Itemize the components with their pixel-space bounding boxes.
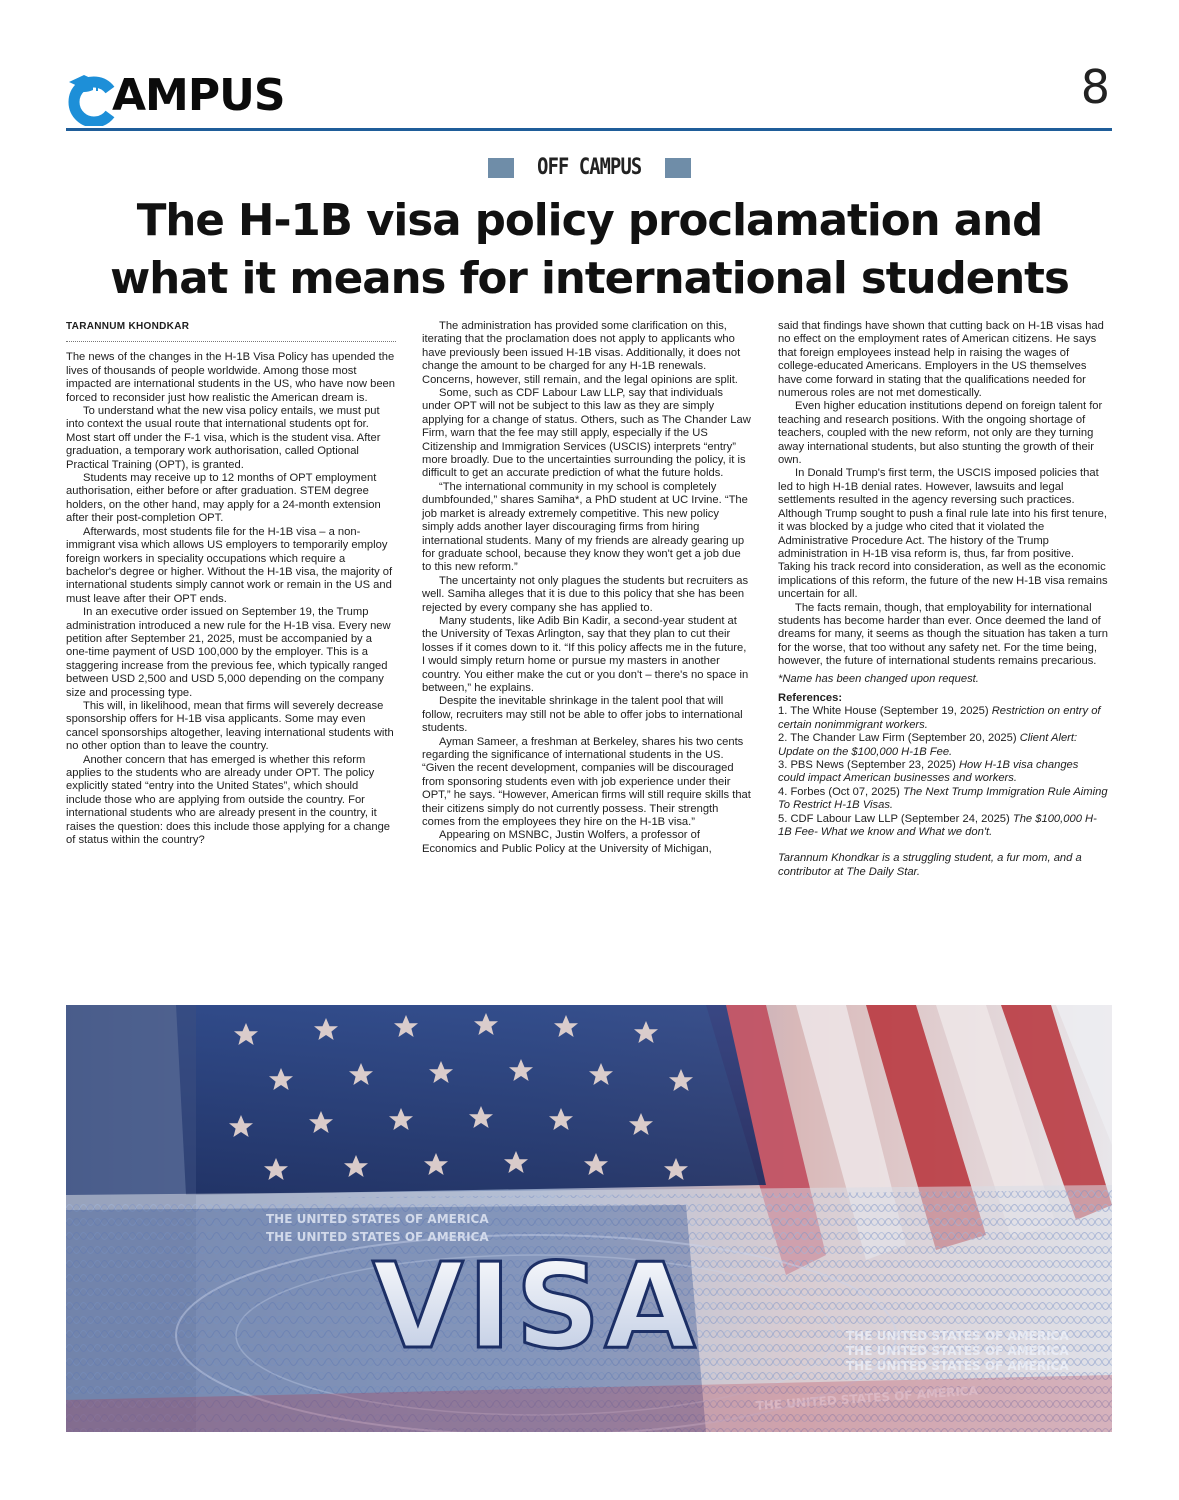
paragraph: Despite the inevitable shrinkage in the talent pool that will follow, recruiters may still not be able to offer jobs to international students. <box>422 695 743 735</box>
microprint-text: THE UNITED STATES OF AMERICA <box>846 1344 1069 1358</box>
paragraph: In an executive order issued on September 19, the Trump administration introduced a new rule for the H-1B visa. Every new petition after September 21, 2025, must be accompanied by a one-time payment of USD 100,000 by the employer. This is a staggering increase from the previous fee, which typically ranged between USD 2,500 and USD 5,000 depending on the company size and processing type. <box>66 606 391 699</box>
visa-flag-photo <box>66 1005 1112 1432</box>
page-number: 8 <box>1080 60 1110 114</box>
kicker-square-left <box>488 158 514 178</box>
byline-rule <box>66 341 396 343</box>
paragraph: This will, in likelihood, mean that firms will severely decrease sponsorship offers for H-1B visa applicants. Some may even cancel sponsorships altogether, leaving international students with no other option than to leave the country. <box>66 699 394 753</box>
reference-title: The Next Trump Immigration Rule Aiming To Restrict H-1B Visas. <box>778 785 1108 812</box>
paragraph: Ayman Sameer, a freshman at Berkeley, shares his two cents regarding the significance of international students in the US. “Given the recent development, companies will be discouraged from sponsoring students even with job experience under their OPT,” he says. “However, American firms will still require skills that their citizens simply do not currently possess. Their strength comes from the employees they hire on the H-1B visa.” <box>422 735 751 829</box>
microprint-text: THE UNITED STATES OF AMERICA <box>266 1212 489 1226</box>
paragraph: Even higher education institutions depend on foreign talent for teaching and research positions. With the ongoing shortage of teachers, coupled with the new reform, not only are they turning away international students, but also stunting the growth of their own. <box>778 400 1103 467</box>
reference-item <box>778 759 1108 786</box>
reference-item <box>778 705 1108 732</box>
headline-line-1: The H-1B visa policy proclamation and <box>136 196 1043 246</box>
masthead <box>66 62 1112 130</box>
reference-source: 5. CDF Labour Law LLP (September 24, 2025) <box>778 812 1013 825</box>
paragraph: The news of the changes in the H-1B Visa Policy has upended the lives of thousands of people worldwide. Among those most impacted are international students in the US, who have now been forced to reconsider just how realistic the American dream is. <box>66 351 395 404</box>
reference-source: 3. PBS News (September 23, 2025) <box>778 759 959 771</box>
paragraph: Appearing on MSNBC, Justin Wolfers, a professor of Economics and Public Policy at the University of Michigan, <box>422 829 712 855</box>
paragraph: The uncertainty not only plagues the students but recruiters as well. Samiha alleges that it is due to this policy that she has been rejected by every company she has applied to. <box>422 574 749 614</box>
paragraph: Some, such as CDF Labour Law LLP, say that individuals under OPT will not be subject to this law as they are simply applying for a change of status. Others, such as The Chander Law Firm, warn that the fee may still apply, especially if the US Citizenship and Immigration Services (USCIS) interprets “entry” more broadly. Due to the uncertainties surrounding the policy, it is difficult to get an accurate prediction of what the future holds. <box>422 387 751 480</box>
paragraph: Afterwards, most students file for the H-1B visa – a non-immigrant visa which allows US employers to temporarily employ foreign workers in speciality occupations which require a bachelor's degree or higher. Without the H-1B visa, the majority of international students simply cannot work or remain in the US and must leave after their OPT ends. <box>66 525 393 605</box>
author-bio: Tarannum Khondkar is a struggling student, a fur mom, and a contributor at The Daily Star. <box>778 852 1082 878</box>
byline: TARANNUM KHONDKAR <box>66 321 190 332</box>
kicker-square-right <box>665 158 691 178</box>
paragraph: Another concern that has emerged is whether this reform applies to the students who are already under OPT. The policy explicitly stated “entry into the United States”, which should include those who are applying from outside the country. For international students who are already present in the country, it raises the question: does this include those applying for a change of status within the country? <box>66 753 391 847</box>
paragraph: Students may receive up to 12 months of OPT employment authorisation, either before or after graduation. STEM degree holders, on the other hand, may apply for a 24-month extension after their post-completion OPT. <box>66 472 381 525</box>
paragraph: In Donald Trump's first term, the USCIS imposed policies that led to high H-1B denial rates. However, lawsuits and legal settlements resulted in the agency reversing such practices. Although Trump sought to push a final rule late into his first tenure, it was blocked by a judge who cited that it violated the Administrative Procedure Act. The history of the Trump administration in H-1B visa reform is, thus, far from positive. Taking his track record into consideration, as well as the economic implications of this reform, the future of the new H-1B visa remains uncertain for all. <box>778 467 1108 601</box>
reference-source: 2. The Chander Law Firm (September 20, 2025) <box>778 732 1020 745</box>
logo-wordmark: AMPUS <box>112 70 285 121</box>
reference-source: 1. The White House (September 19, 2025) <box>778 705 992 718</box>
paragraph: The facts remain, though, that employability for international students has become harder than ever. Once deemed the land of dreams for many, it seems as though the situation has taken a turn for the worse, that too without any safety net. For the time being, however, the future of international students remains precarious. <box>778 601 1108 668</box>
reference-title: Client Alert: Update on the $100,000 H-1B Fee. <box>778 732 1078 758</box>
section-kicker <box>0 155 1179 180</box>
name-change-note: *Name has been changed upon request. <box>778 672 979 685</box>
visa-flag-illustration <box>66 1005 1112 1432</box>
paragraph: said that findings have shown that cutting back on H-1B visas had no effect on the employment rates of American citizens. He says that foreign employees instead help in raising the wages of college-educated Americans. Employers in the US themselves have come forward in stating that the qualifications needed for numerous roles are not met domestically. <box>778 320 1104 400</box>
reference-item <box>778 813 1108 840</box>
microprint-text: THE UNITED STATES OF AMERICA <box>266 1230 489 1244</box>
paragraph: The administration has provided some clarification on this, iterating that the proclamation does not apply to applicants who have previously been issued H-1B visas. Additionally, it does not change the amount to be charged for any H-1B renewals. Concerns, however, still remain, and the legal opinions are split. <box>422 320 741 386</box>
paragraph: To understand what the new visa policy entails, we must put into context the usual route that international students opt for. Most start off under the F-1 visa, which is the student visa. After graduation, a temporary work authorisation, called Optional Practical Training (OPT), is granted. <box>66 405 381 471</box>
article-column-1 <box>66 320 396 847</box>
reference-title: Restriction on entry of certain nonimmigrant workers. <box>778 705 1101 731</box>
microprint-text: THE UNITED STATES OF AMERICA <box>755 1383 979 1413</box>
references-heading: References: <box>778 691 843 704</box>
microprint-text: THE UNITED STATES OF AMERICA <box>846 1359 1069 1373</box>
article-column-2 <box>422 320 752 856</box>
article-headline <box>0 192 1179 308</box>
paragraph: “The international community in my school is completely dumbfounded,” shares Samiha*, a PhD student at UC Irvine. “The job market is already extremely competitive. This new policy simply adds another layer discouraging firms from hiring international students. Many of my friends are already gearing up for graduate school, because they know they won't get a job due to this new reform.” <box>422 480 748 574</box>
headline-line-2: what it means for international students <box>110 254 1069 304</box>
microprint-text: THE UNITED STATES OF AMERICA <box>846 1329 1069 1343</box>
masthead-rule <box>66 128 1112 131</box>
logo-c-graduation-cap-icon <box>66 70 112 122</box>
reference-item <box>778 732 1108 759</box>
reference-title: How H-1B visa changes could impact American businesses and workers. <box>778 759 1079 785</box>
paragraph: Many students, like Adib Bin Kadir, a second-year student at the University of Texas Arlington, say that they plan to cut their losses if it comes down to it. “If this policy affects me in the future, I would simply return home or pursue my masters in another country. You either make the cut or you don't – there's no space in between,” he explains. <box>422 614 749 694</box>
campus-logo[interactable] <box>66 66 285 126</box>
article-column-3 <box>778 320 1108 879</box>
reference-source: 4. Forbes (Oct 07, 2025) <box>778 785 903 798</box>
reference-title: The $100,000 H-1B Fee- What we know and What we don't. <box>778 812 1097 839</box>
visa-word: VISA <box>372 1237 700 1375</box>
reference-item <box>778 786 1108 813</box>
section-label: OFF CAMPUS <box>537 155 642 180</box>
